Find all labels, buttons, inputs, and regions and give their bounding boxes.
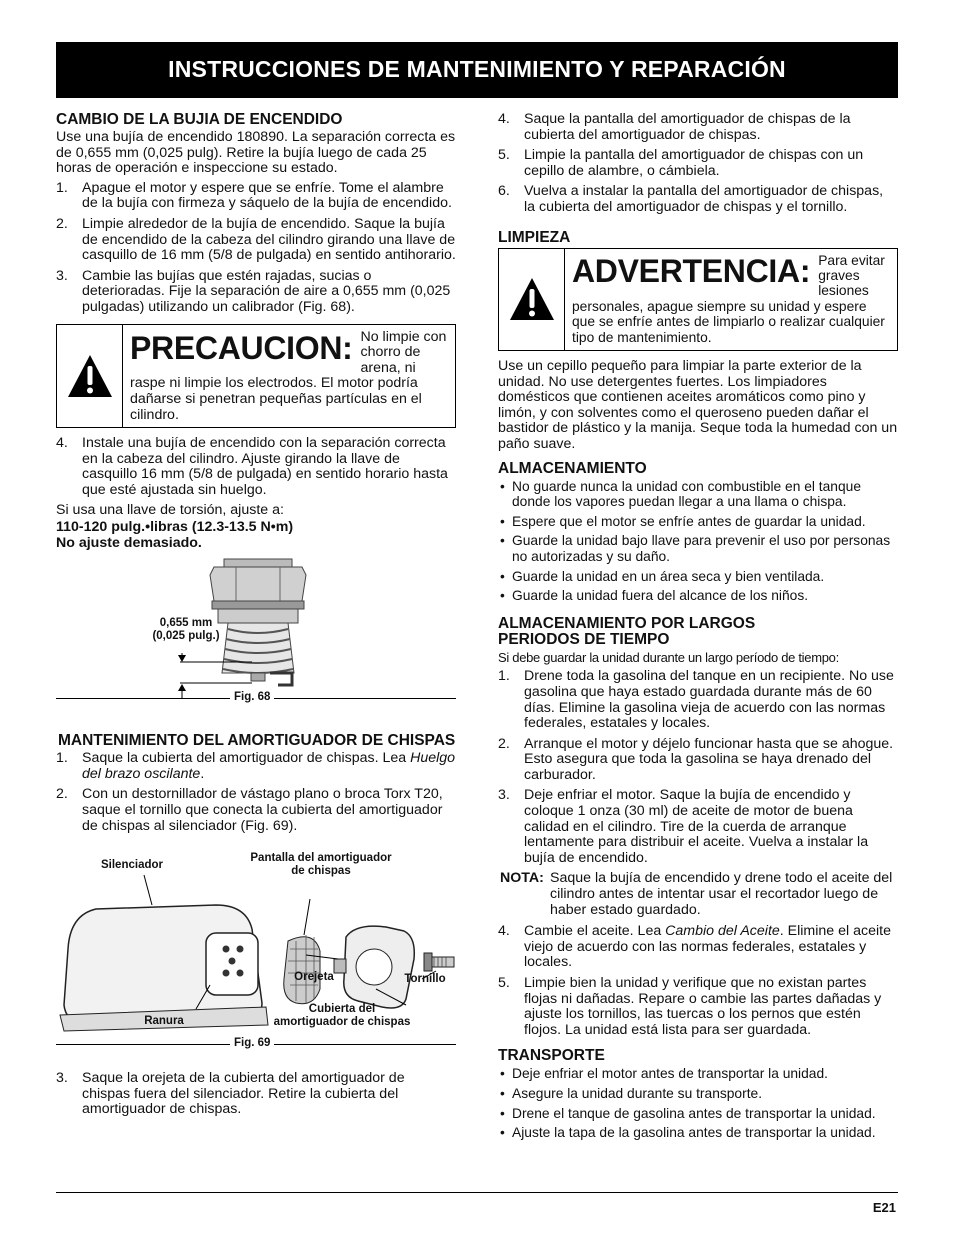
section-heading-almacenamiento: ALMACENAMIENTO [498, 459, 647, 477]
caution-box [56, 324, 456, 429]
footer-rule [56, 1192, 898, 1193]
page-banner: INSTRUCCIONES DE MANTENIMIENTO Y REPARACIÓN [56, 42, 898, 98]
caution-title: PRECAUCION: [130, 329, 353, 366]
bullet-item: • Ajuste la tapa de la gasolina antes de transportar la unidad. [500, 1125, 876, 1141]
list-item: 4. Instale una bujía de encendido con la separación correcta en la cabeza del cilindro. Ajuste girando la llave de casquillo 16 mm (5/8 de pulgada) en sentido horario hasta que esté ajustada sin huelgo. [56, 435, 448, 498]
bullet-item: • Guarde la unidad fuera del alcance de los niños. [500, 588, 809, 604]
fig68-gap-label: 0,655 mm (0,025 pulg.) [152, 617, 220, 643]
caution-text: No limpie con chorro de arena, ni raspe ni limpie los electrodos. El motor podría dañarse si penetran pequeñas partículas en el cilindro. [130, 328, 447, 423]
bullet-item: • Drene el tanque de gasolina antes de transportar la unidad. [500, 1105, 876, 1121]
page-number: E21 [872, 1200, 896, 1215]
figure-68 [56, 555, 456, 723]
torque-value: 110-120 pulg.•libras (12.3-13.5 N•m) [56, 519, 294, 536]
left-column [56, 112, 456, 1123]
nota-label: NOTA: [500, 870, 544, 887]
list-item: 3. Saque la orejeta de la cubierta del amortiguador de chispas fuera del silenciador. Retire la cubierta del amortiguador de chispas. [56, 1070, 405, 1118]
bujia-intro: Use una bujía de encendido 180890. La separación correcta es de 0,655 mm (0,025 pulg). Retire la bujía luego de cada 25 horas de operación e inspeccione su estado. [56, 129, 456, 177]
bullet-item: • Guarde la unidad en un área seca y bien ventilada. [500, 568, 825, 584]
label-pantalla: Pantalla del amortiguador de chispas [250, 852, 392, 878]
torque-warning: No ajuste demasiado. [56, 534, 202, 551]
list-item: 3. Deje enfriar el motor. Saque la bujía de encendido y coloque 1 onza (30 ml) de aceite de motor de buena calidad en el cilindro. Tire de la cuerda de arranque lentamente para distribuir el aceite. Vuelva a instalar la bujía de encendido. [498, 787, 869, 866]
bujia-steps [56, 181, 456, 316]
section-heading-limpieza: LIMPIEZA [498, 228, 571, 246]
largos-intro: Si debe guardar la unidad durante un largo período de tiempo: [498, 649, 839, 665]
list-item: 2. Con un destornillador de vástago plano o broca Torx T20, saque el tornillo que conecta la cubierta del amortiguador de chispas al silenciador (Fig. 69). [56, 786, 443, 834]
list-item: 4. Saque la pantalla del amortiguador de chispas de la cubierta del amortiguador de chispas. [498, 111, 851, 143]
bullet-item: • Asegure la unidad durante su transporte. [500, 1085, 763, 1101]
list-item: 4. Cambie el aceite. Lea Cambio del Aceite. Elimine el aceite viejo de acuerdo con las normas federales, estatales y locales. [498, 923, 891, 971]
figure-69 [56, 839, 456, 1071]
list-item: 1. Apague el motor y espere que se enfríe. Tome el alambre de la bujía con firmeza y sáquelo de la bujía de encendido. [56, 179, 452, 212]
almacenamiento-bullets [498, 479, 898, 604]
list-item: 5. Limpie bien la unidad y verifique que no existan partes flojas ni dañadas. Repare o cambie las partes dañadas y ajuste los tornillos, las tuercas o los pernos que estén flojos. La unidad está lista para ser guardada. [498, 975, 882, 1038]
section-heading-transporte: TRANSPORTE [498, 1047, 605, 1065]
right-column [498, 112, 898, 1145]
bullet-item: • Deje enfriar el motor antes de transportar la unidad. [500, 1066, 828, 1082]
transporte-bullets [498, 1066, 898, 1140]
section-heading-amortiguador: MANTENIMIENTO DEL AMORTIGUADOR DE CHISPAS [58, 732, 456, 750]
amortiguador-steps-continued [498, 112, 898, 216]
fig69-caption: Fig. 69 [230, 1036, 274, 1052]
warning-triangle-icon [57, 325, 123, 428]
largos-steps [498, 669, 898, 866]
list-item: 6. Vuelva a instalar la pantalla del amortiguador de chispas, la cubierta del amortiguador de chispas y el tornillo. [498, 183, 884, 215]
warning-box [498, 248, 898, 351]
label-tornillo: Tornillo [404, 973, 446, 986]
list-item: 3. Cambie las bujías que estén rajadas, sucias o deterioradas. Fije la separación de aire a 0,655 mm (0,025 pulgadas) utilizando un calibrador (Fig. 68). [56, 267, 451, 315]
bullet-item: • Guarde la unidad bajo llave para prevenir el uso por personas no autorizadas y su daño. [500, 533, 891, 564]
list-item: 2. Arranque el motor y déjelo funcionar hasta que se ahogue. Esto asegura que toda la gasolina se haya drenado del carburador. [498, 735, 894, 783]
list-item: 1. Saque la cubierta del amortiguador de chispas. Lea Huelgo del brazo oscilante. [56, 750, 456, 782]
nota-text: Saque la bujía de encendido y drene todo el aceite del cilindro antes de intentar usar el recortador luego de haber estado guardado. [550, 870, 893, 918]
label-silenciador: Silenciador [101, 859, 163, 872]
list-item: 1. Drene toda la gasolina del tanque en un recipiente. No use gasolina que haya estado guardada durante más de 60 días. Elimine la gasolina vieja de acuerdo con las normas federales, estatales y locales. [498, 668, 894, 732]
section-heading-largos: ALMACENAMIENTO POR LARGOS PERIODOS DE TIEMPO [498, 614, 756, 648]
bullet-item: • No guarde nunca la unidad con combustible en el tanque donde los vapores puedan llegar a una llama o chispa. [500, 478, 862, 510]
torque-intro: Si usa una llave de torsión, ajuste a: [56, 502, 284, 519]
warning-triangle-icon [499, 249, 565, 350]
label-ranura: Ranura [144, 1015, 184, 1028]
label-cubierta: Cubierta del amortiguador de chispas [273, 1003, 411, 1029]
warning-title: ADVERTENCIA: [572, 252, 811, 289]
fig68-caption: Fig. 68 [230, 690, 274, 706]
list-item: 2. Limpie alrededor de la bujía de encendido. Saque la bujía de encendido de la cabeza del cilindro girando una llave de casquillo de 16 mm (5/8 de pulgada) en sentido antihorario. [56, 215, 456, 264]
limpieza-body: Use un cepillo pequeño para limpiar la parte exterior de la unidad. No use detergentes fuertes. Los limpiadores domésticos que contienen aceites aromáticos como pino y limón, y con solventes como el queroseno pueden dañar el bastidor de plástico y la manija. Seque toda la humedad con un paño suave. [498, 358, 898, 452]
list-item: 5. Limpie la pantalla del amortiguador de chispas con un cepillo de alambre, o cámbiela. [498, 147, 864, 179]
warning-text: Para evitar graves lesiones personales, apague siempre su unidad y espere que se enfríe antes de limpiarlo o realizar cualquier tipo de mantenimiento. [572, 252, 885, 345]
section-heading-bujia: CAMBIO DE LA BUJIA DE ENCENDIDO [56, 111, 343, 128]
label-orejeta: Orejeta [294, 971, 334, 984]
nota-block [498, 871, 898, 918]
bullet-item: • Espere que el motor se enfríe antes de guardar la unidad. [500, 513, 866, 529]
